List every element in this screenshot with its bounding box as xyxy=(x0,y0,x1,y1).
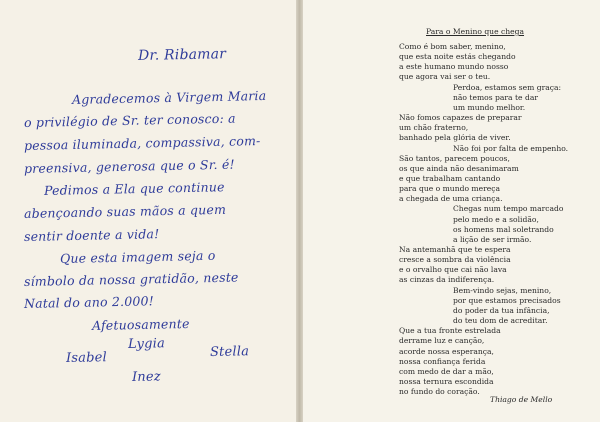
letter-greeting: Dr. Ribamar xyxy=(137,46,227,64)
poem-line: derrame luz e canção, xyxy=(399,336,485,346)
poem-line: do teu dom de acreditar. xyxy=(453,316,548,326)
poem-line: não temos para te dar xyxy=(453,92,538,102)
poem-line: que agora vai ser o teu. xyxy=(399,72,491,82)
signature: Inez xyxy=(131,369,162,385)
poem-line: nossa ternura escondida xyxy=(399,376,494,386)
poem-line: cresce a sombra da violência xyxy=(399,255,511,265)
letter-closing: Afetuosamente xyxy=(91,315,190,333)
poem-line: São tantos, parecem poucos, xyxy=(399,153,510,163)
letter-line: abençoando suas mãos a quem xyxy=(23,201,227,221)
signature: Lygia xyxy=(127,336,166,352)
printed-poem xyxy=(301,0,600,422)
letter-line: o privilégio de Sr. ter conosco: a xyxy=(23,110,236,130)
letter-line: Que esta imagem seja o xyxy=(59,247,216,266)
poem-line: a lição de ser irmão. xyxy=(453,234,532,244)
handwritten-letter xyxy=(0,0,298,422)
signature: Isabel xyxy=(65,350,108,366)
poem-line: por que estamos precisados xyxy=(453,295,561,305)
poem-line: no fundo do coração. xyxy=(399,387,480,397)
poem-line: e que trabalham cantando xyxy=(399,173,501,183)
poem-line: Perdoa, estamos sem graça: xyxy=(453,82,562,92)
poem-line: que esta noite estás chegando xyxy=(399,52,516,62)
poem-line: um mundo melhor. xyxy=(453,102,526,112)
signature: Stella xyxy=(209,344,250,360)
poem-line: nossa confiança ferida xyxy=(399,356,486,366)
letter-line: Agradecemos à Virgem Maria xyxy=(71,87,267,107)
poem-author: Thiago de Mello xyxy=(490,395,553,404)
letter-line: pessoa iluminada, compassiva, com- xyxy=(23,133,261,153)
letter-line: preensiva, generosa que o Sr. é! xyxy=(23,156,235,176)
letter-line: Natal do ano 2.000! xyxy=(23,293,155,311)
letter-line: sentir doente a vida! xyxy=(23,226,160,244)
poem-line: a este humano mundo nosso xyxy=(399,62,509,72)
poem-line: Chegas num tempo marcado xyxy=(453,204,564,214)
poem-line: Na antemanhã que te espera xyxy=(399,245,511,254)
poem-line: do poder da tua infância, xyxy=(453,305,550,315)
poem-line: Como é bom saber, menino, xyxy=(399,42,506,51)
poem-line: e o orvalho que cai não lava xyxy=(399,265,507,275)
poem-line: os que ainda não desanimaram xyxy=(399,163,519,173)
poem-line: pelo medo e a solidão, xyxy=(453,214,539,224)
poem-line: Não foi por falta de empenho. xyxy=(453,143,569,153)
poem-line: as cinzas da indiferença. xyxy=(399,275,495,285)
poem-line: a chegada de uma criança. xyxy=(399,194,503,204)
poem-line: banhado pela glória de viver. xyxy=(399,133,511,143)
poem-line: Não fomos capazes de preparar xyxy=(399,113,522,123)
poem-line: com medo de dar a mão, xyxy=(399,366,494,376)
poem-line: Que a tua fronte estrelada xyxy=(399,326,501,336)
poem-title: Para o Menino que chega xyxy=(426,27,525,36)
letter-line: Pedimos a Ela que continue xyxy=(43,179,225,198)
poem-line: Bem-vindo sejas, menino, xyxy=(453,285,552,295)
poem-line: um chão fraterno, xyxy=(399,123,469,133)
poem-line: acorde nossa esperança, xyxy=(399,346,494,356)
poem-line: para que o mundo mereça xyxy=(399,184,501,194)
poem-line: os homens mal soletrando xyxy=(453,224,554,234)
letter-line: símbolo da nossa gratidão, neste xyxy=(23,269,239,289)
